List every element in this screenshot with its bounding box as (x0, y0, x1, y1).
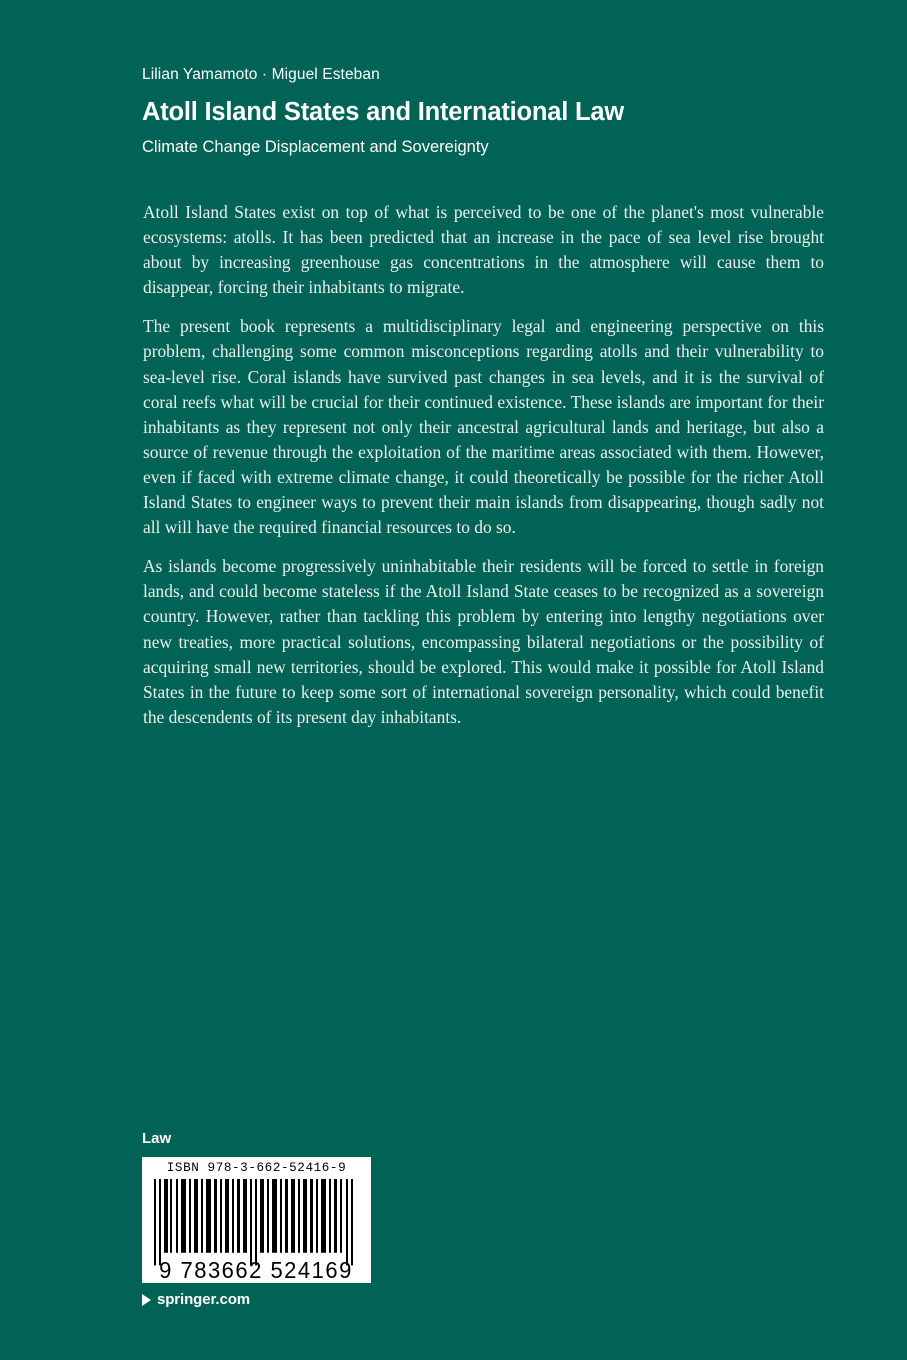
cover-footer (142, 1130, 442, 1307)
blurb-paragraph: The present book represents a multidisciplinary legal and engineering perspective on this problem, challenging some common misconceptions regarding atolls and their vulnerability to sea-level rise. Coral islands have survived past changes in sea levels, and it is the survival of coral reefs what will be crucial for their continued existence. These islands are important for their inhabitants as they represent not only their ancestral agricultural lands and heritage, but also a source of revenue through the exploitation of the maritime areas associated with them. However, even if faced with extreme climate change, it could theoretically be possible for the richer Atoll Island States to engineer ways to prevent their main islands from disappearing, though sadly not all will have the required financial resources to do so. (143, 316, 824, 538)
blurb-paragraph: Atoll Island States exist on top of what is perceived to be one of the planet's most vulnerable ecosystems: atolls. It has been predicted that an increase in the pace of sea level rise brought about by increasing greenhouse gas concentrations in the atmosphere will cause them to disappear, forcing their inhabitants to migrate. (143, 202, 824, 298)
book-subtitle: Climate Change Displacement and Sovereignty (142, 138, 489, 157)
isbn-barcode (142, 1157, 371, 1283)
blurb-text-block (143, 200, 824, 730)
barcode-digits: 9 783662 524169 (159, 1257, 353, 1280)
barcode-graphic (150, 1179, 363, 1280)
authors-line: Lilian Yamamoto · Miguel Esteban (142, 66, 380, 83)
subject-category-label: Law (142, 1130, 172, 1147)
springer-link[interactable] (142, 1292, 442, 1307)
page-title: Atoll Island States and International Law (142, 97, 625, 126)
play-triangle-icon (142, 1294, 151, 1306)
springer-url-label: springer.com (157, 1291, 250, 1308)
isbn-number: ISBN 978-3-662-52416-9 (166, 1161, 347, 1175)
cover-header (142, 66, 842, 158)
blurb-paragraph: As islands become progressively uninhabitable their residents will be forced to settle in foreign lands, and could become stateless if the Atoll Island State ceases to be recognized as a sovereign country. However, rather than tackling this problem by entering into lengthy negotiations over new treaties, more practical solutions, encompassing bilateral negotiations or the possibility of acquiring small new territories, should be explored. This would make it possible for Atoll Island States in the future to keep some sort of international sovereign personality, which could benefit the descendents of its present day inhabitants. (143, 556, 824, 727)
